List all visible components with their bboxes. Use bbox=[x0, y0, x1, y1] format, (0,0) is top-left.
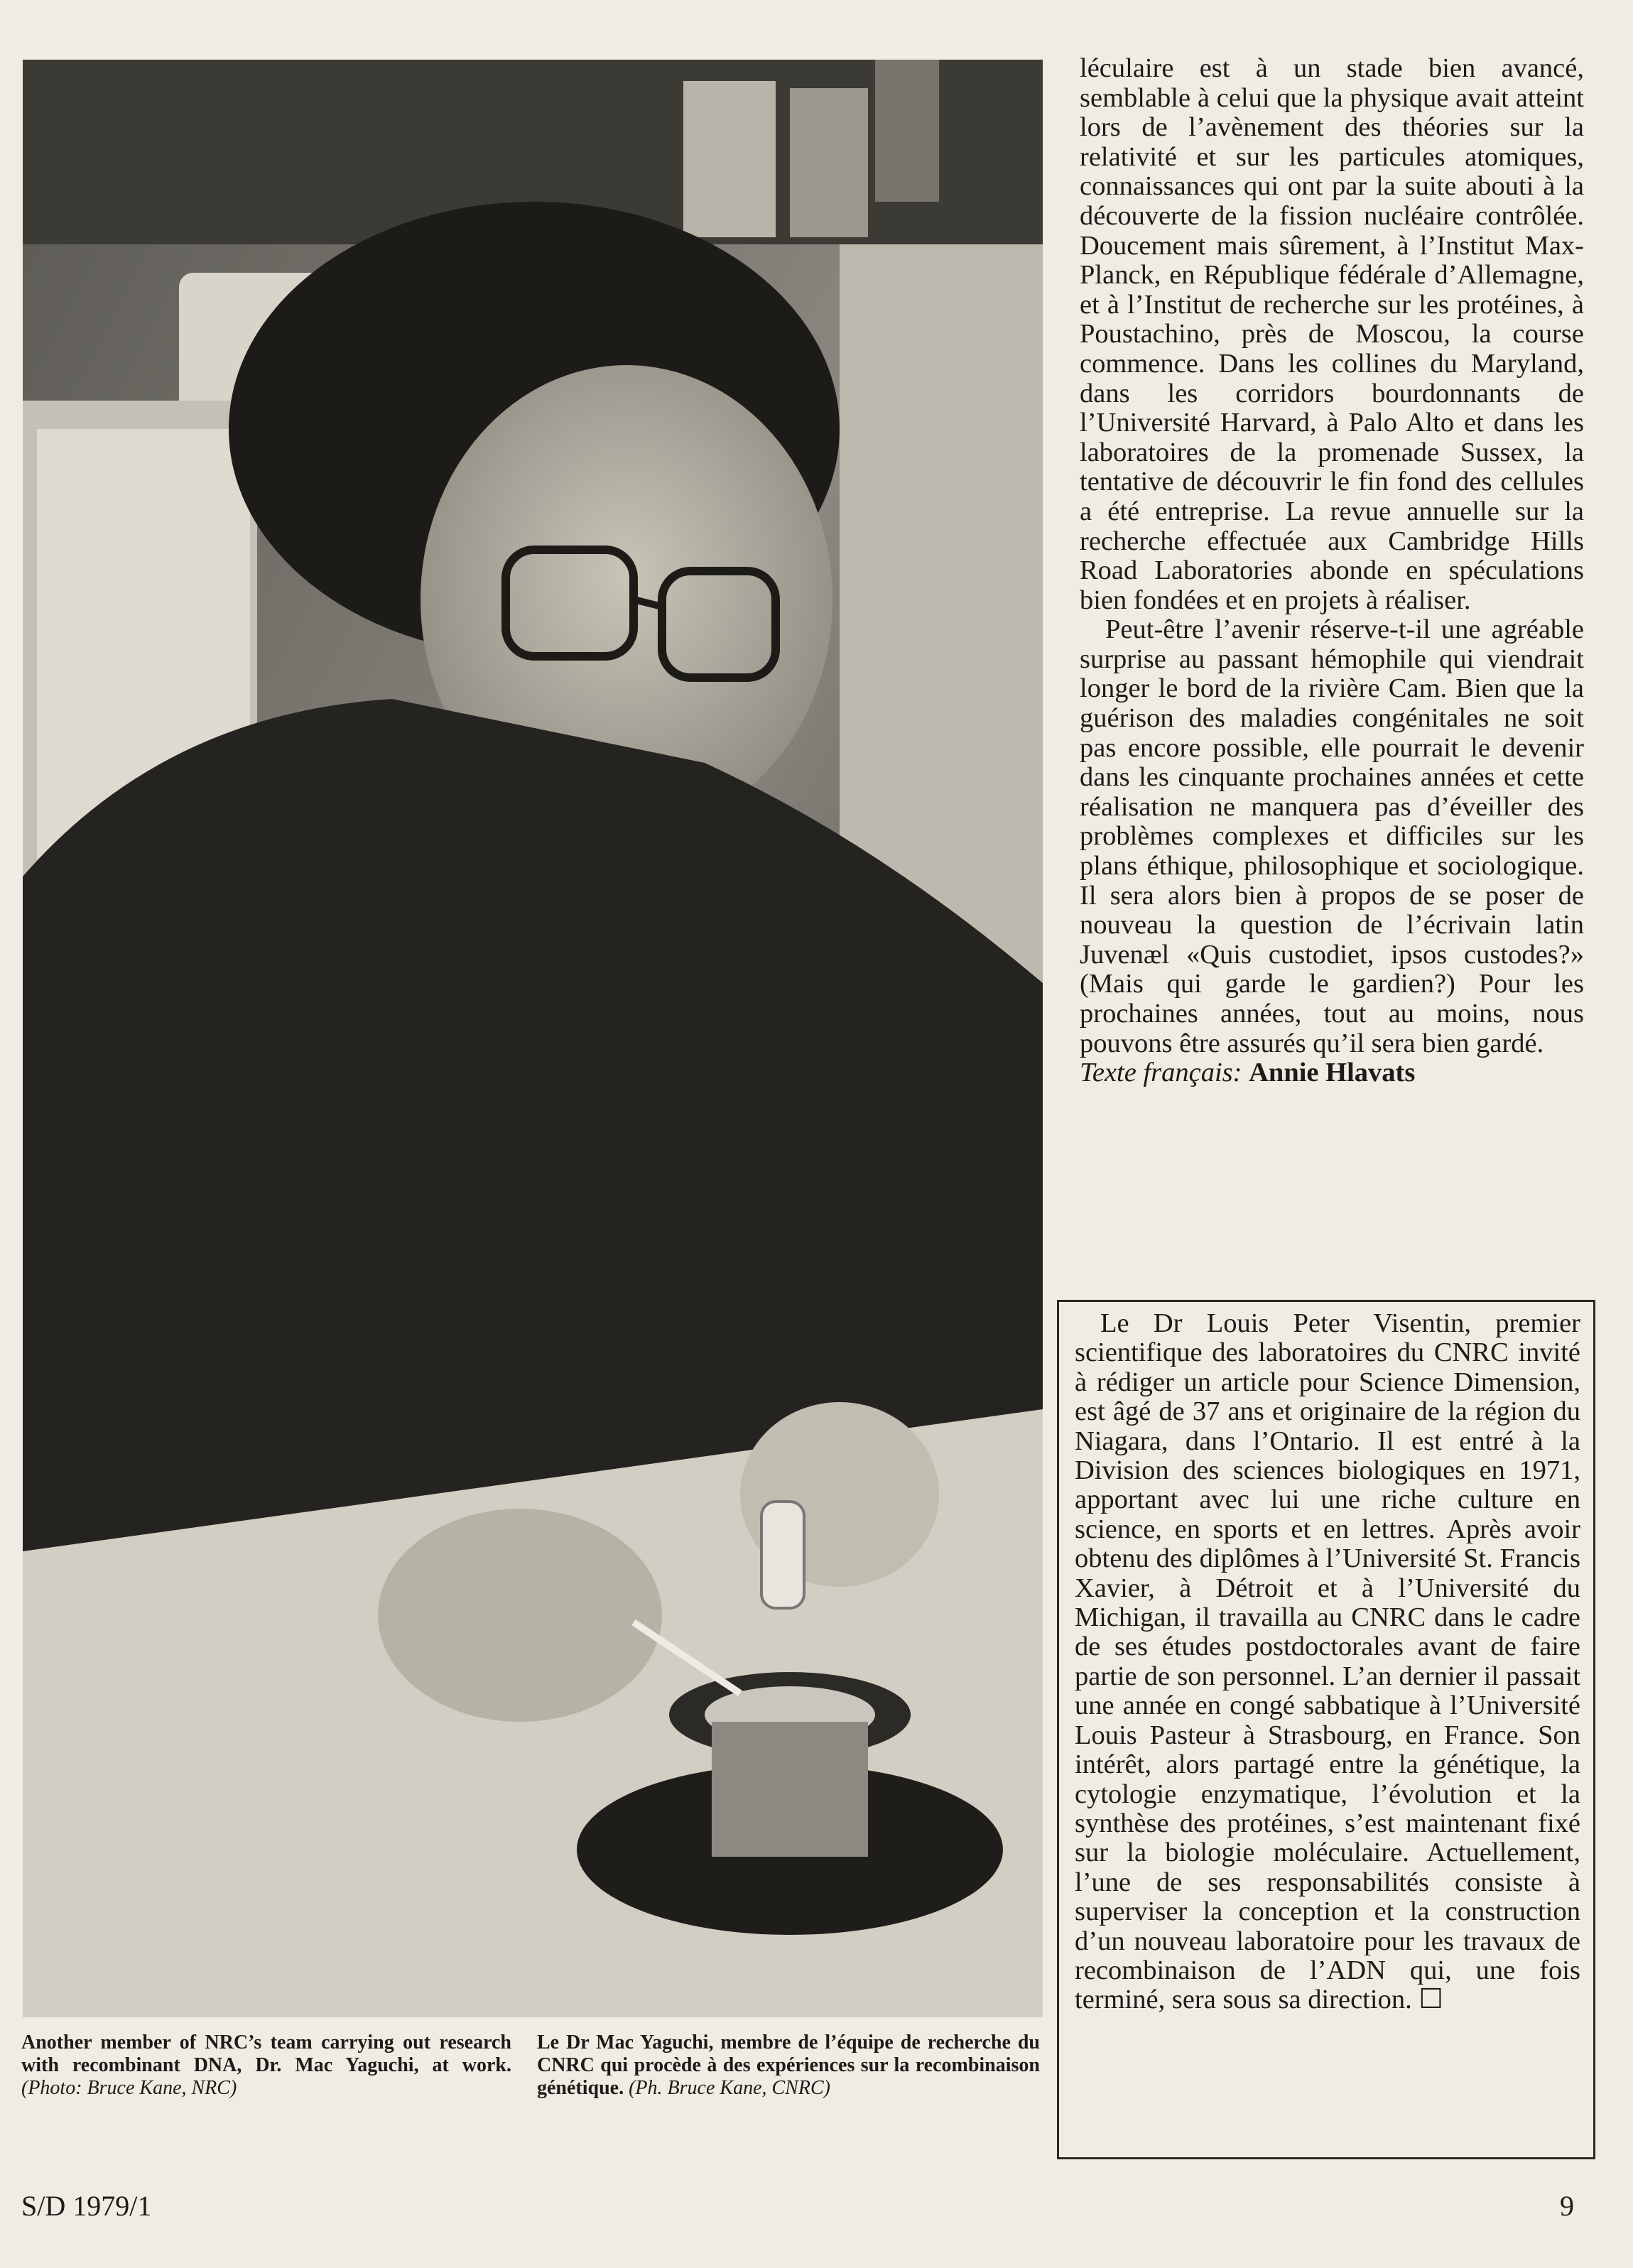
caption-french-credit: (Ph. Bruce Kane, CNRC) bbox=[629, 2077, 830, 2099]
caption-english bbox=[21, 2031, 511, 2100]
page-number: 9 bbox=[1560, 2190, 1574, 2222]
translation-label: Texte français: bbox=[1080, 1058, 1242, 1088]
caption-english-text: Another member of NRC’s team carrying out research with recombinant DNA, Dr. Mac Yaguchi, at work. bbox=[21, 2031, 511, 2076]
caption-french bbox=[537, 2031, 1040, 2100]
caption-english-credit: (Photo: Bruce Kane, NRC) bbox=[21, 2077, 237, 2099]
caption-french-text: Le Dr Mac Yaguchi, membre de l’équipe de recherche du CNRC qui procède à des expériences sur la recombinaison génétique. bbox=[537, 2031, 1040, 2099]
article-paragraph: léculaire est à un stade bien avancé, semblable à celui que la physique avait atteint lors de l’avènement des théories sur la relativité et sur les particules atomiques, connaissances qui ont par la suite abouti à la découverte de la fission nucléaire contrôlée. Doucement mais sûrement, à l’Institut Max-Planck, en République fédérale d’Allemagne, et à l’Institut de recherche sur les protéines, à Poustachino, près de Moscou, la course commence. Dans les collines du Maryland, dans les corridors bourdonnants de l’Université Harvard, à Palo Alto et dans les laboratoires de la promenade Sussex, la tentative de découvrir le fin fond des cellules a été entreprise. La revue annuelle sur la recherche effectuée aux Cambridge Hills Road Laboratories abonde en spéculations bien fondées et en projets à réaliser. bbox=[1080, 53, 1584, 615]
photo-illustration bbox=[23, 60, 1043, 2017]
end-mark: ☐ bbox=[1418, 1985, 1443, 2015]
translation-credit bbox=[1080, 1058, 1584, 1088]
scientist-photo bbox=[23, 60, 1043, 2017]
article-paragraph: Peut-être l’avenir réserve-t-il une agréable surprise au passant hémophile qui viendrait longer le bord de la rivière Cam. Bien que la guérison des maladies congénitales ne soit pas encore possible, elle pourrait le devenir dans les cinquante prochaines années et cette réalisation ne manquera pas d’éveiller des problèmes complexes et difficiles sur les plans éthique, philosophique et sociologique. Il sera alors bien à propos de se poser de nouveau la question de l’écrivain latin Juvenæl «Quis custodiet, ipsos custodes?» (Mais qui garde le gardien?) Pour les prochaines années, tout au moins, nous pouvons être assurés qu’il sera bien gardé. bbox=[1080, 614, 1584, 1058]
author-bio-box bbox=[1057, 1300, 1595, 2159]
bio-body: Le Dr Louis Peter Visentin, premier scientifique des laboratoires du CNRC invité à rédiger un article pour Science Dimension, est âgé de 37 ans et originaire de la région du Niagara, dans l’Ontario. Il est entré à la Division des sciences biologiques en 1971, apportant avec lui une riche culture en science, en sports et en lettres. Après avoir obtenu des diplômes à l’Université St. Francis Xavier, à Détroit et à l’Université du Michigan, il travailla au CNRC dans le cadre de ses études postdoctorales avant de faire partie de son personnel. L’an dernier il passait une année en congé sabbatique à l’Université Louis Pasteur à Strasbourg, en France. Son intérêt, alors partagé entre la génétique, la cytologie enzymatique, l’évolution et la synthèse des protéines, s’est maintenant fixé sur la biologie moléculaire. Actuellement, l’une de ses responsabilités consiste à superviser la conception et la construction d’un nouveau laboratoire pour les travaux de recombinaison de l’ADN qui, une fois terminé, sera sous sa direction. bbox=[1075, 1308, 1580, 2015]
article-column bbox=[1080, 54, 1584, 1088]
translator-name: Annie Hlavats bbox=[1249, 1058, 1416, 1088]
issue-label: S/D 1979/1 bbox=[21, 2190, 152, 2222]
bio-text bbox=[1075, 1309, 1580, 2015]
